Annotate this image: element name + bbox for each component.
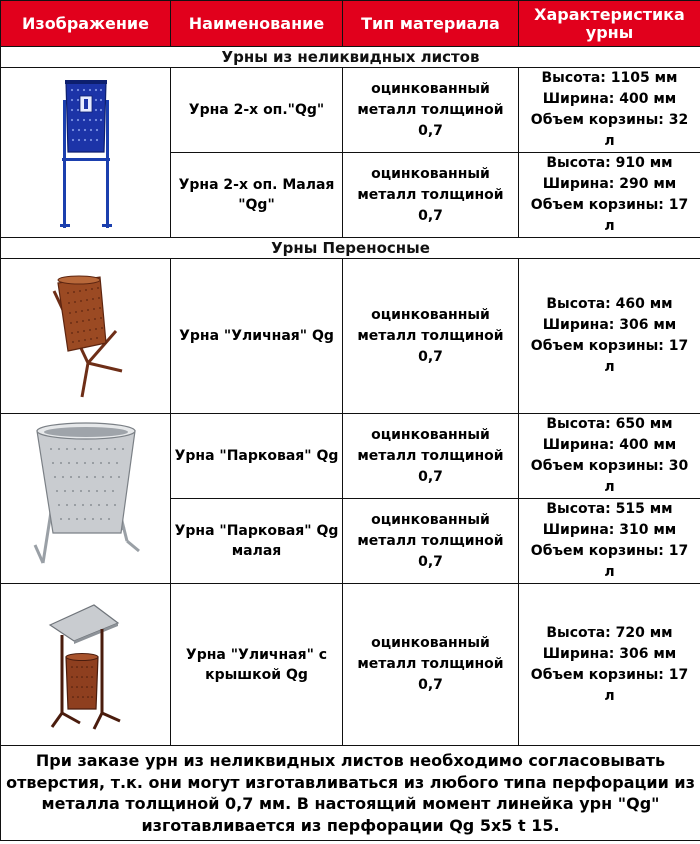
spec-cell — [519, 68, 700, 153]
spec-line: Высота: 720 мм — [546, 624, 673, 641]
product-image-cell — [1, 68, 171, 238]
product-name: Урна "Уличная" Qg — [171, 259, 343, 414]
spec-line: Объем корзины: 17 — [530, 666, 689, 683]
material-line: металл толщиной — [357, 101, 504, 118]
spec-line: л — [604, 564, 615, 580]
table-row — [1, 259, 700, 414]
material-cell — [343, 153, 519, 238]
spec-line: Объем корзины: 17 — [530, 543, 689, 559]
spec-cell — [519, 584, 700, 746]
header-image: Изображение — [1, 1, 171, 47]
spec-line: л — [604, 359, 615, 375]
header-name: Наименование — [171, 1, 343, 47]
spec-line: Высота: 910 мм — [546, 155, 673, 171]
spec-cell — [519, 499, 700, 584]
product-name: Урна "Уличная" с крышкой Qg — [171, 584, 343, 746]
header-spec: Характеристика урны — [519, 1, 700, 47]
material-line: 0,7 — [418, 207, 443, 224]
material-line: 0,7 — [418, 122, 443, 139]
table-row — [1, 414, 700, 499]
spec-line: Ширина: 400 мм — [542, 437, 677, 453]
spec-line: л — [604, 687, 615, 704]
spec-line: л — [604, 218, 615, 234]
note-row — [1, 746, 700, 841]
material-cell — [343, 68, 519, 153]
table-header — [1, 1, 700, 47]
material-line: оцинкованный — [371, 511, 490, 528]
product-name: Урна "Парковая" Qg малая — [171, 499, 343, 584]
spec-line: Высота: 650 мм — [546, 416, 673, 432]
material-cell — [343, 414, 519, 499]
material-line: оцинкованный — [371, 426, 490, 443]
spec-line: л — [604, 133, 615, 149]
spec-line: Высота: 515 мм — [546, 501, 673, 517]
table-row — [1, 68, 700, 153]
material-line: оцинкованный — [371, 165, 490, 182]
material-line: 0,7 — [418, 677, 443, 693]
product-image-cell — [1, 584, 171, 746]
spec-line: Объем корзины: 17 — [530, 197, 689, 213]
spec-cell — [519, 414, 700, 499]
spec-line: л — [604, 479, 615, 495]
header-material: Тип материала — [343, 1, 519, 47]
spec-cell — [519, 153, 700, 238]
spec-line: Ширина: 290 мм — [542, 176, 677, 192]
material-line: металл толщиной — [357, 532, 504, 549]
order-note: При заказе урн из неликвидных листов необходимо согласовывать отверстия, т.к. они могут изготавливаться из любого типа перфорации из металла толщиной 0,7 мм. В настоящий момент линейка урн "Qg" изготавливается из перфорации Qg 5х5 t 15. — [1, 746, 700, 841]
section-title: Урны из неликвидных листов — [1, 47, 700, 68]
spec-line: Ширина: 306 мм — [542, 317, 677, 333]
spec-line: Объем корзины: 30 — [530, 458, 689, 474]
table-row — [1, 584, 700, 746]
material-line: металл толщиной — [357, 186, 504, 203]
material-line: 0,7 — [418, 553, 443, 570]
product-image-cell — [1, 414, 171, 584]
material-line: металл толщиной — [357, 327, 504, 344]
material-line: металл толщиной — [357, 447, 504, 464]
covered-street-bin-image — [46, 595, 126, 735]
spec-line: Ширина: 306 мм — [542, 645, 677, 662]
spec-line: Объем корзины: 32 — [530, 112, 689, 128]
material-cell — [343, 259, 519, 414]
section-title: Урны Переносные — [1, 238, 700, 259]
material-line: 0,7 — [418, 468, 443, 485]
material-line: оцинкованный — [371, 80, 490, 97]
product-image-cell — [1, 259, 171, 414]
material-line: металл толщиной — [357, 656, 504, 672]
material-cell — [343, 499, 519, 584]
spec-cell — [519, 259, 700, 414]
material-line: оцинкованный — [371, 306, 490, 323]
spec-line: Высота: 460 мм — [546, 296, 673, 312]
park-bin-image — [31, 421, 141, 576]
product-name: Урна 2-х оп. Малая "Qg" — [171, 153, 343, 238]
material-line: оцинкованный — [371, 635, 490, 651]
spec-line: Ширина: 400 мм — [542, 91, 677, 107]
spec-line: Высота: 1105 мм — [541, 70, 678, 86]
street-bin-image — [46, 271, 126, 401]
spec-line: Ширина: 310 мм — [542, 522, 677, 538]
product-name: Урна "Парковая" Qg — [171, 414, 343, 499]
spec-line: Объем корзины: 17 — [530, 338, 689, 354]
material-line: 0,7 — [418, 348, 443, 365]
double-post-bin-image — [56, 78, 116, 228]
material-cell — [343, 584, 519, 746]
product-name: Урна 2-х оп."Qg" — [171, 68, 343, 153]
